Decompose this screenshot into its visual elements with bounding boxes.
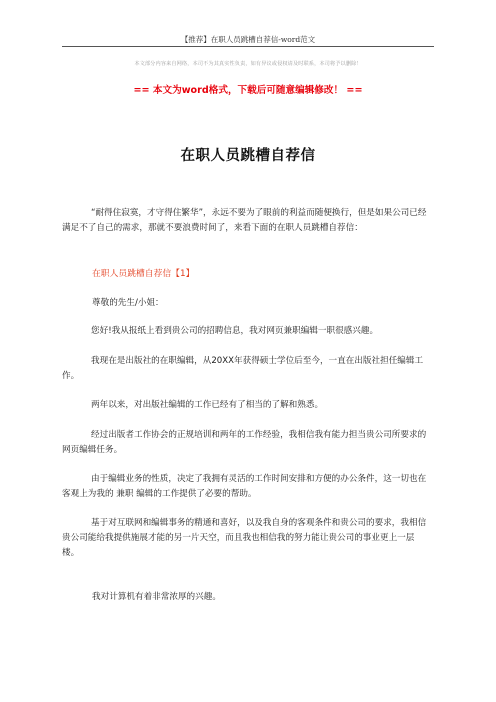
body-paragraph-6: 基于对互联网和编辑事务的精通和喜好，以及我自身的客观条件和贵公司的要求，我相信贵公司能给我提供施展才能的另一片天空，而且我也相信我的努力能让贵公司的事业更上一层楼。 <box>62 518 427 558</box>
intro-paragraph: “耐得住寂寞，才守得住繁华”，永远不要为了眼前的利益而随便换行，但是如果公司已经满足不了自己的需求，那就不要浪费时间了，来看下面的在职人员跳槽自荐信： <box>62 208 427 233</box>
body-paragraph-4: 经过出版者工作协会的正规培训和两年的工作经验，我相信我有能力担当贵公司所要求的网页编辑任务。 <box>62 430 427 455</box>
section-heading: 在职人员跳槽自荐信【1】 <box>92 269 195 279</box>
body-paragraph-7: 我对计算机有着非常浓厚的兴趣。 <box>92 592 221 602</box>
body-paragraph-1: 您好!我从报纸上看到贵公司的招聘信息，我对网页兼职编辑一职很感兴趣。 <box>91 326 379 336</box>
header-divider <box>62 46 434 47</box>
running-header-title: 【推荐】在职人员跳槽自荐信-word范文 <box>180 35 316 44</box>
disclaimer-text: 本文部分内容来自网络，本司不为其真实性负责，如有异议或侵权请及时联系，本司将予以删除！ <box>134 61 362 67</box>
page-title: 在职人员跳槽自荐信 <box>180 148 316 164</box>
body-paragraph-3: 两年以来，对出版社编辑的工作已经有了相当的了解和熟悉。 <box>91 400 324 410</box>
salutation: 尊敬的先生/小姐： <box>92 298 164 308</box>
body-paragraph-5: 由于编辑业务的性质，决定了我拥有灵活的工作时间安排和方便的办公条件，这一切也在客观上为我的 兼职 编辑的工作提供了必要的帮助。 <box>62 474 427 499</box>
word-format-notice: == 本文为word格式，下载后可随意编辑修改！ == <box>133 85 363 96</box>
body-paragraph-2: 我现在是出版社的在职编辑，从20XX年获得硕士学位后至今，一直在出版社担任编辑工作。 <box>62 356 424 381</box>
